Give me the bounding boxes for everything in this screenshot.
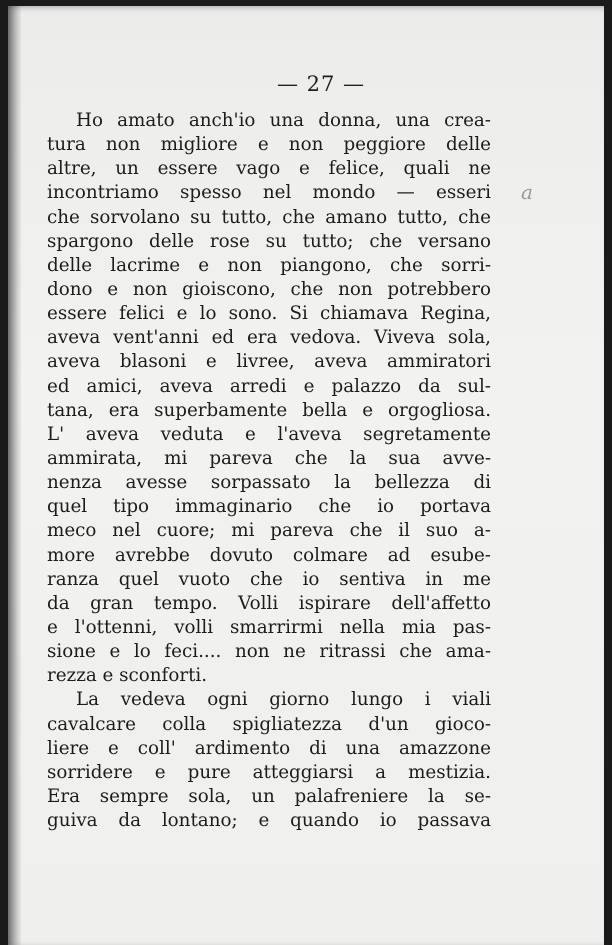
text-line: essere felici e lo sono. Si chiamava Regina,	[47, 303, 491, 325]
text-line: liere e coll' ardimento di una amazzone	[47, 737, 491, 759]
text-line: incontriamo spesso nel mondo — esseri	[47, 182, 491, 204]
text-line: Ho amato anch'io una donna, una crea-	[76, 110, 491, 131]
text-line: ranza quel vuoto che io sentiva in me	[47, 568, 491, 590]
text-line: more avrebbe dovuto colmare ad esube-	[47, 544, 491, 566]
text-line: sione e lo feci.... non ne ritrassi che ama-	[47, 641, 491, 663]
text-line: da gran tempo. Volli ispirare dell'affetto	[47, 592, 491, 614]
book-page	[8, 6, 604, 945]
text-line: Era sempre sola, un palafreniere la se-	[47, 785, 491, 807]
text-line: dono e non gioiscono, che non potrebbero	[47, 278, 491, 300]
text-line: nenza avesse sorpassato la bellezza di	[47, 472, 491, 494]
text-line: delle lacrime e non piangono, che sorri-	[47, 254, 491, 276]
page-number: — 27 —	[276, 72, 366, 96]
text-body	[47, 109, 491, 833]
text-line: sorridere e pure atteggiarsi a mestizia.	[47, 761, 491, 783]
text-line: che sorvolano su tutto, che amano tutto, che	[47, 206, 491, 228]
text-line: La vedeva ogni giorno lungo i viali	[76, 689, 491, 711]
text-line: aveva vent'anni ed era vedova. Viveva sola,	[47, 327, 491, 349]
text-line: L' aveva veduta e l'aveva segretamente	[47, 423, 491, 445]
text-line: quel tipo immaginario che io portava	[47, 496, 491, 518]
text-line: altre, un essere vago e felice, quali ne	[47, 158, 491, 180]
spine-shadow	[8, 6, 22, 945]
text-line: tura non migliore e non peggiore delle	[47, 134, 491, 156]
margin-note: a	[521, 180, 533, 204]
text-line: ammirata, mi pareva che la sua avve-	[47, 447, 491, 469]
text-line: spargono delle rose su tutto; che versano	[47, 230, 491, 252]
text-line: guiva da lontano; e quando io passava	[47, 810, 491, 832]
text-line: e l'ottenni, volli smarrirmi nella mia pas-	[47, 616, 491, 638]
text-line: aveva blasoni e livree, aveva ammiratori	[47, 351, 491, 373]
text-line: tana, era superbamente bella e orgogliosa.	[47, 399, 491, 421]
text-line: meco nel cuore; mi pareva che il suo a-	[47, 520, 491, 542]
text-line: cavalcare colla spigliatezza d'un gioco-	[47, 713, 491, 735]
text-line: rezza e sconforti.	[47, 665, 208, 687]
text-line: ed amici, aveva arredi e palazzo da sul-	[47, 375, 491, 397]
